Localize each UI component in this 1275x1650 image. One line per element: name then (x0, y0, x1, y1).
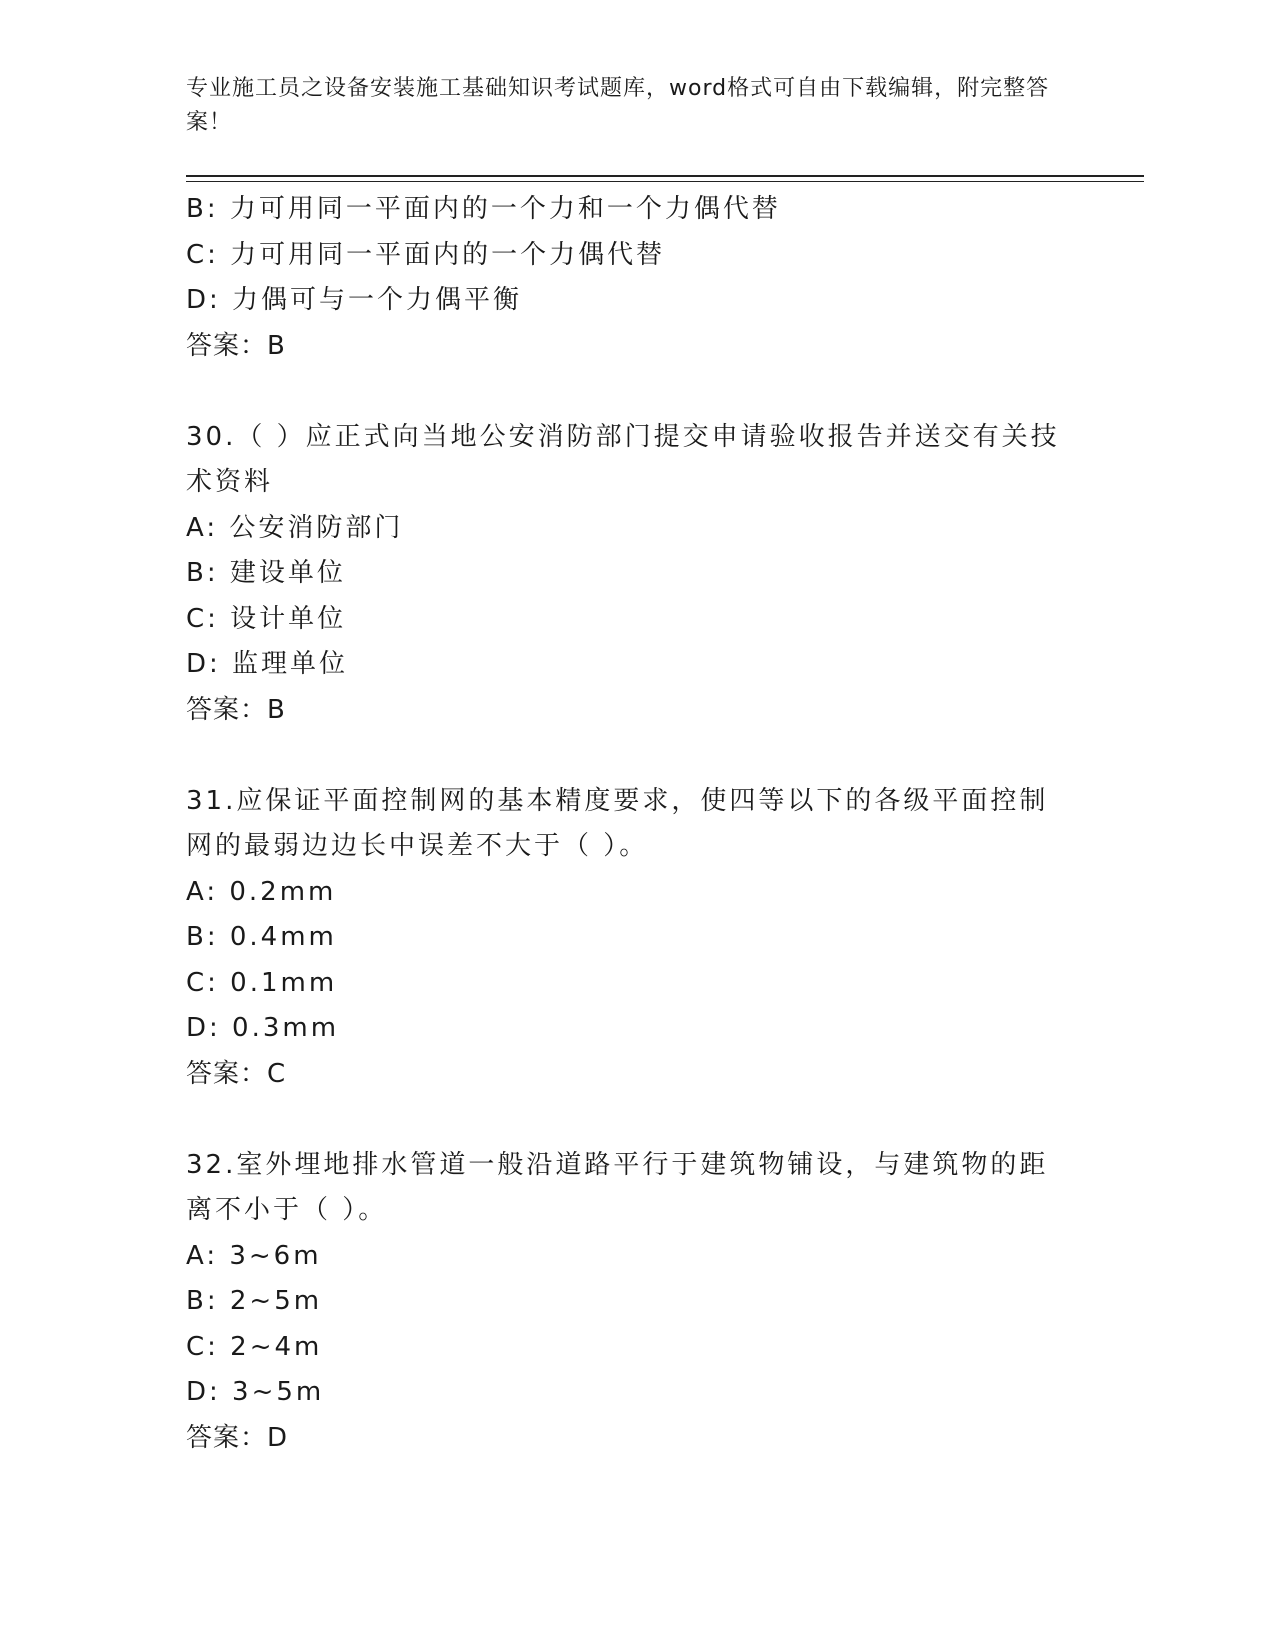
option-a: A: 3~6m (186, 1240, 322, 1271)
option-d: D: 0.3mm (186, 1013, 340, 1043)
question-29-continuation (186, 187, 1066, 369)
answer-line: 答案：B (186, 694, 286, 725)
option-b: B: 0.4mm (186, 922, 337, 952)
question-list (186, 187, 1066, 1461)
option-c: C: 2~4m (186, 1331, 323, 1362)
header-divider-thin (186, 181, 1144, 182)
option-d: D: 力偶可与一个力偶平衡 (186, 285, 523, 315)
question-31 (186, 779, 1066, 1098)
document-header: 专业施工员之设备安装施工基础知识考试题库，word格式可自由下载编辑，附完整答案！ (186, 76, 1050, 135)
question-stem: 31.应保证平面控制网的基本精度要求，使四等以下的各级平面控制网的最弱边边长中误差不大于（ ）。 (186, 785, 1049, 861)
option-b: B: 2~5m (186, 1286, 323, 1316)
header-divider-thick (186, 175, 1144, 177)
option-c: C: 0.1mm (186, 967, 338, 998)
option-d: D: 3~5m (186, 1377, 325, 1407)
option-c: C: 力可用同一平面内的一个力偶代替 (186, 239, 666, 270)
question-32 (186, 1143, 1066, 1462)
answer-line: 答案：D (186, 1422, 289, 1453)
spacer (186, 733, 1066, 779)
option-b: B: 力可用同一平面内的一个力和一个力偶代替 (186, 194, 781, 224)
spacer (186, 1097, 1066, 1143)
spacer (186, 369, 1066, 415)
question-30 (186, 415, 1066, 734)
option-c: C: 设计单位 (186, 603, 347, 634)
question-stem: 32.室外埋地排水管道一般沿道路平行于建筑物铺设，与建筑物的距离不小于（ ）。 (186, 1149, 1049, 1225)
question-stem: 30.（ ）应正式向当地公安消防部门提交申请验收报告并送交有关技术资料 (186, 421, 1060, 497)
option-a: A: 公安消防部门 (186, 512, 404, 543)
option-d: D: 监理单位 (186, 649, 349, 679)
answer-line: 答案：C (186, 1058, 287, 1089)
option-b: B: 建设单位 (186, 558, 346, 588)
answer-line: 答案：B (186, 330, 286, 361)
option-a: A: 0.2mm (186, 876, 337, 907)
